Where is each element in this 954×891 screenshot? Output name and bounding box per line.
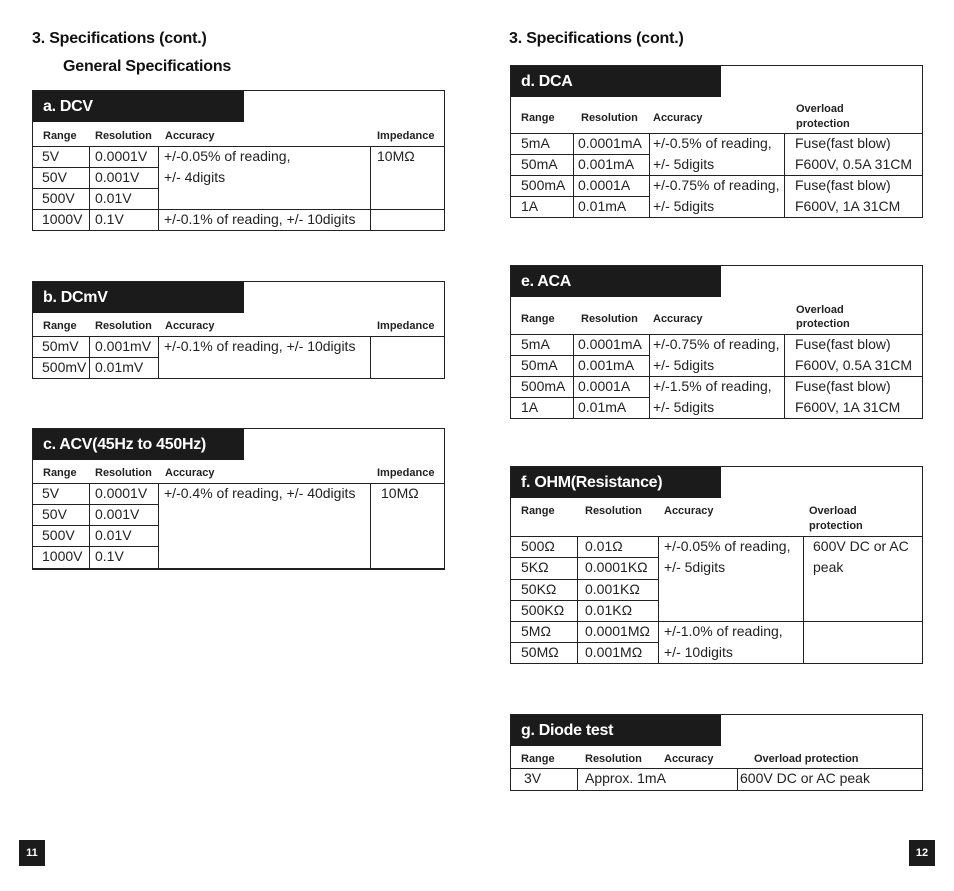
table-cell: 50KΩ	[521, 581, 557, 597]
ohm-table	[510, 466, 923, 664]
table-cell: +/-0.5% of reading,	[653, 135, 772, 151]
table-cell: 0.001mA	[578, 357, 635, 373]
table-cell: +/-0.75% of reading,	[653, 177, 780, 193]
aca-header-resolution: Resolution	[581, 313, 638, 325]
table-cell: 0.1V	[95, 211, 124, 227]
acv-header-impedance: Impedance	[377, 467, 435, 479]
general-specifications-heading: General Specifications	[63, 58, 232, 75]
aca-header-range: Range	[521, 313, 555, 325]
dcv-table	[32, 90, 445, 231]
table-cell: 1000V	[42, 548, 83, 564]
dca-header-range: Range	[521, 112, 555, 124]
table-cell: 0.0001mA	[578, 135, 642, 151]
dca-header-resolution: Resolution	[581, 112, 638, 124]
dca-title: d. DCA	[511, 66, 721, 97]
table-cell: 500mV	[42, 359, 87, 375]
dcmv-header-resolution: Resolution	[95, 320, 152, 332]
diode-header-accuracy: Accuracy	[664, 753, 714, 765]
table-cell: +/- 5digits	[653, 198, 715, 214]
table-cell: +/- 4digits	[164, 169, 226, 185]
ohm-header-accuracy: Accuracy	[664, 505, 714, 517]
section-heading-left: 3. Specifications (cont.)	[32, 30, 207, 47]
table-cell: 3V	[524, 770, 542, 786]
acv-header-range: Range	[43, 467, 77, 479]
table-cell: 50V	[42, 506, 67, 522]
dca-header-overload: Overload	[796, 103, 844, 115]
page-number-left: 11	[19, 840, 45, 866]
table-cell: +/- 5digits	[664, 559, 726, 575]
acv-header-resolution: Resolution	[95, 467, 152, 479]
table-cell: 0.01Ω	[585, 538, 623, 554]
table-cell: 0.001mA	[578, 156, 635, 172]
table-cell: 0.1V	[95, 548, 124, 564]
table-cell: 0.0001V	[95, 485, 148, 501]
table-cell: Fuse(fast blow)	[795, 378, 891, 394]
dca-header-protection: protection	[796, 118, 850, 130]
dca-header-accuracy: Accuracy	[653, 112, 703, 124]
page-number-right: 12	[909, 840, 935, 866]
table-cell: 5KΩ	[521, 559, 549, 575]
table-cell: 0.0001A	[578, 177, 631, 193]
table-cell: 0.01V	[95, 190, 132, 206]
table-cell: +/-1.0% of reading,	[664, 623, 783, 639]
table-cell: 500V	[42, 190, 75, 206]
ohm-header-range: Range	[521, 505, 555, 517]
table-cell: 50mV	[42, 338, 79, 354]
aca-table	[510, 265, 923, 419]
table-cell: 0.01mV	[95, 359, 144, 375]
table-cell: 0.0001mA	[578, 336, 642, 352]
dcmv-title: b. DCmV	[33, 282, 244, 313]
diode-header-range: Range	[521, 753, 555, 765]
table-cell: 0.001MΩ	[585, 644, 643, 660]
dcmv-table	[32, 281, 445, 379]
table-cell: 50V	[42, 169, 67, 185]
diode-title: g. Diode test	[511, 715, 721, 746]
acv-title: c. ACV(45Hz to 450Hz)	[33, 429, 244, 460]
table-cell: F600V, 0.5A 31CM	[795, 357, 913, 373]
table-cell: 500KΩ	[521, 602, 565, 618]
table-cell: +/-0.05% of reading,	[664, 538, 791, 554]
table-cell: 600V DC or AC peak	[740, 770, 870, 786]
table-cell: 1000V	[42, 211, 83, 227]
table-cell: Fuse(fast blow)	[795, 336, 891, 352]
table-cell: 0.0001V	[95, 148, 148, 164]
table-cell: +/- 5digits	[653, 399, 715, 415]
table-cell: F600V, 0.5A 31CM	[795, 156, 913, 172]
dcmv-header-range: Range	[43, 320, 77, 332]
table-cell: 0.0001MΩ	[585, 623, 650, 639]
table-cell: 500Ω	[521, 538, 555, 554]
table-cell: 1A	[521, 399, 539, 415]
table-cell: 0.01mA	[578, 399, 627, 415]
table-cell: +/-0.4% of reading, +/- 40digits	[164, 485, 356, 501]
table-cell: 0.01KΩ	[585, 602, 633, 618]
dcv-header-accuracy: Accuracy	[165, 130, 215, 142]
ohm-header-resolution: Resolution	[585, 505, 642, 517]
table-cell: Fuse(fast blow)	[795, 177, 891, 193]
table-cell: +/- 5digits	[653, 156, 715, 172]
acv-table	[32, 428, 445, 570]
table-cell: 1A	[521, 198, 539, 214]
table-cell: 50mA	[521, 156, 558, 172]
table-cell: Approx. 1mA	[585, 770, 666, 786]
dcv-header-resolution: Resolution	[95, 130, 152, 142]
table-cell: peak	[813, 559, 844, 575]
table-cell: 0.01V	[95, 527, 132, 543]
aca-header-accuracy: Accuracy	[653, 313, 703, 325]
ohm-header-overload: Overload	[809, 505, 857, 517]
dca-table	[510, 65, 923, 218]
table-cell: +/-1.5% of reading,	[653, 378, 772, 394]
table-cell: 10MΩ	[377, 148, 415, 164]
aca-header-protection: protection	[796, 318, 850, 330]
table-cell: 0.01mA	[578, 198, 627, 214]
table-cell: 500V	[42, 527, 75, 543]
table-cell: 0.001KΩ	[585, 581, 640, 597]
table-cell: 10MΩ	[381, 485, 419, 501]
table-cell: +/-0.75% of reading,	[653, 336, 780, 352]
table-cell: +/-0.1% of reading, +/- 10digits	[164, 211, 356, 227]
table-cell: +/- 10digits	[664, 644, 733, 660]
section-heading-right: 3. Specifications (cont.)	[509, 30, 684, 47]
table-cell: 0.001V	[95, 506, 140, 522]
aca-title: e. ACA	[511, 266, 721, 297]
table-cell: 0.0001A	[578, 378, 631, 394]
dcv-header-impedance: Impedance	[377, 130, 435, 142]
table-cell: 5V	[42, 148, 60, 164]
table-cell: F600V, 1A 31CM	[795, 399, 901, 415]
table-cell: Fuse(fast blow)	[795, 135, 891, 151]
acv-header-accuracy: Accuracy	[165, 467, 215, 479]
diode-header-overload-protection: Overload protection	[754, 753, 859, 765]
table-cell: 5mA	[521, 135, 550, 151]
dcmv-header-impedance: Impedance	[377, 320, 435, 332]
table-cell: 0.001V	[95, 169, 140, 185]
ohm-title: f. OHM(Resistance)	[511, 467, 721, 498]
table-cell: 600V DC or AC	[813, 538, 909, 554]
diode-table	[510, 714, 923, 791]
dcv-title: a. DCV	[33, 91, 244, 122]
table-cell: 500mA	[521, 177, 566, 193]
ohm-header-protection: protection	[809, 520, 863, 532]
dcmv-header-accuracy: Accuracy	[165, 320, 215, 332]
table-cell: F600V, 1A 31CM	[795, 198, 901, 214]
dcv-header-range: Range	[43, 130, 77, 142]
table-cell: 5mA	[521, 336, 550, 352]
table-cell: 0.0001KΩ	[585, 559, 648, 575]
table-cell: 50MΩ	[521, 644, 559, 660]
aca-header-overload: Overload	[796, 304, 844, 316]
table-cell: +/- 5digits	[653, 357, 715, 373]
table-cell: 500mA	[521, 378, 566, 394]
diode-header-resolution: Resolution	[585, 753, 642, 765]
table-cell: 5V	[42, 485, 60, 501]
table-cell: 0.001mV	[95, 338, 152, 354]
table-cell: 50mA	[521, 357, 558, 373]
table-cell: +/-0.1% of reading, +/- 10digits	[164, 338, 356, 354]
table-cell: 5MΩ	[521, 623, 551, 639]
table-cell: +/-0.05% of reading,	[164, 148, 291, 164]
